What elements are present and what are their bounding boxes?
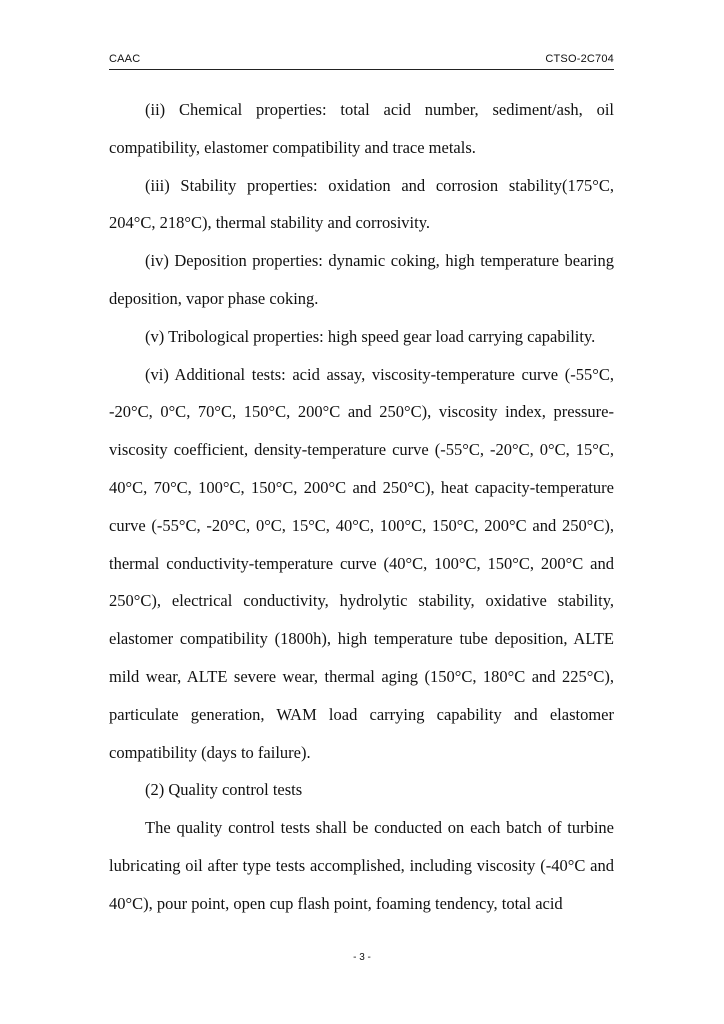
paragraph-quality-control-heading: (2) Quality control tests (145, 780, 303, 800)
paragraph-chemical-properties: (ii) Chemical properties: total acid number, sediment/ash, oil compatibility, elastomer compatibility and trace metals. (109, 100, 614, 157)
header-document-code: CTSO-2C704 (545, 53, 614, 65)
header-organization: CAAC (109, 53, 141, 65)
paragraph-stability-properties: (iii) Stability properties: oxidation and corrosion stability(175°C, 204°C, 218°C), thermal stability and corrosivity. (109, 175, 614, 233)
paragraph-additional-tests: (vi) Additional tests: acid assay, viscosity-temperature curve (-55°C, -20°C, 0°C, 70°C, 150°C, 200°C and 250°C), viscosity index, pressure-viscosity coefficient, density-temperature curve (-55°C, -20°C, 0°C, 15°C, 40°C, 70°C, 100°C, 150°C, 200°C and 250°C), heat capacity-temperature curve (-55°C, -20°C, 0°C, 15°C, 40°C, 100°C, 150°C, 200°C and 250°C), thermal conductivity-temperature curve (40°C, 100°C, 150°C, 200°C and 250°C), electrical conductivity, hydrolytic stability, oxidative stability, elastomer compatibility (1800h), high temperature tube deposition, ALTE mild wear, ALTE severe wear, thermal aging (150°C, 180°C and 225°C), particulate generation, WAM load carrying capability and elastomer compatibility (days to failure). (109, 364, 614, 762)
paragraph-deposition-properties: (iv) Deposition properties: dynamic coking, high temperature bearing deposition, vapor phase coking. (109, 251, 614, 308)
page-number: - 3 - (353, 952, 371, 963)
paragraph-tribological-properties: (v) Tribological properties: high speed gear load carrying capability. (145, 326, 596, 346)
page-header (109, 53, 614, 70)
body-text (109, 91, 614, 923)
paragraph-quality-control-tests: The quality control tests shall be conducted on each batch of turbine lubricating oil after type tests accomplished, including viscosity (-40°C and 40°C), pour point, open cup flash point, foaming tendency, total acid (109, 818, 614, 913)
